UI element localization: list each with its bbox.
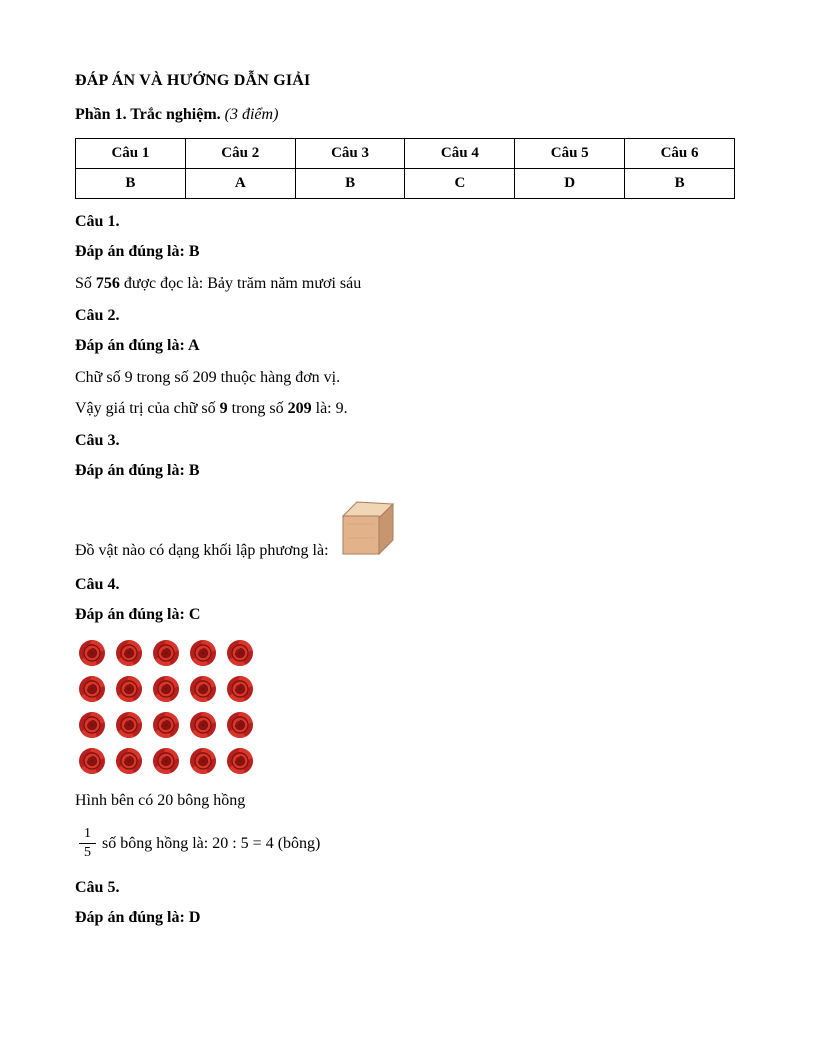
answer-table-answer-cell: C <box>405 169 515 199</box>
rose-icon-wrap <box>114 674 144 704</box>
answer-table-answer-row <box>76 169 735 199</box>
answer-table-answer-cell: A <box>185 169 295 199</box>
rose-icon-wrap <box>151 674 181 704</box>
rose-icon-wrap <box>225 746 255 776</box>
q3-solution-line <box>75 494 736 562</box>
text-segment: Số <box>75 275 96 292</box>
rose-icon <box>151 674 181 704</box>
rose-icon <box>114 710 144 740</box>
rose-icon <box>225 710 255 740</box>
answer-table-header-cell: Câu 4 <box>405 139 515 169</box>
answer-table-header-cell: Câu 6 <box>625 139 735 169</box>
rose-icon-wrap <box>114 710 144 740</box>
rose-icon <box>151 638 181 668</box>
rose-icon-wrap <box>188 674 218 704</box>
answer-table-header-cell: Câu 5 <box>515 139 625 169</box>
q2-solution-line-1: Chữ số 9 trong số 209 thuộc hàng đơn vị. <box>75 369 341 386</box>
text-segment-bold: 9 <box>219 400 228 417</box>
rose-icon <box>77 638 107 668</box>
rose-icon <box>188 710 218 740</box>
answer-table-answer-cell: D <box>515 169 625 199</box>
q1-solution-line <box>75 275 736 293</box>
rose-icon-wrap <box>77 674 107 704</box>
rose-icon <box>77 746 107 776</box>
text-segment-bold: 209 <box>287 400 312 417</box>
rose-icon-wrap <box>188 710 218 740</box>
rose-icon <box>225 638 255 668</box>
cube-icon <box>333 494 399 562</box>
answer-table-answer-cell: B <box>625 169 735 199</box>
rose-icon-wrap <box>151 746 181 776</box>
q2-solution-line-2 <box>75 400 736 418</box>
wooden-cube-image <box>333 494 399 562</box>
text-segment: được đọc là: Bảy trăm năm mươi sáu <box>119 275 362 292</box>
q1-answer: Đáp án đúng là: B <box>75 243 200 260</box>
fraction-denominator: 5 <box>84 845 91 861</box>
fraction-numerator: 1 <box>79 826 96 844</box>
q3-solution-text: Đồ vật nào có dạng khối lập phương là: <box>75 542 329 559</box>
q3-heading: Câu 3. <box>75 432 120 449</box>
section1-points: (3 điểm) <box>220 106 279 123</box>
rose-icon <box>188 674 218 704</box>
answer-table-header-row <box>76 139 735 169</box>
rose-icon <box>77 710 107 740</box>
section1-heading <box>75 106 736 124</box>
rose-icon <box>225 746 255 776</box>
q5-answer: Đáp án đúng là: D <box>75 909 201 927</box>
rose-icon-wrap <box>188 746 218 776</box>
text-segment: là: 9. <box>311 400 348 417</box>
rose-grid-image <box>77 638 255 776</box>
rose-icon <box>188 638 218 668</box>
rose-icon <box>114 674 144 704</box>
rose-icon <box>225 674 255 704</box>
rose-icon-wrap <box>114 746 144 776</box>
q2-heading: Câu 2. <box>75 307 120 324</box>
rose-icon-wrap <box>225 710 255 740</box>
q2-answer: Đáp án đúng là: A <box>75 337 200 354</box>
rose-icon-wrap <box>77 710 107 740</box>
rose-icon-wrap <box>225 674 255 704</box>
rose-icon-wrap <box>151 710 181 740</box>
rose-icon <box>151 710 181 740</box>
fraction-one-fifth <box>79 826 96 861</box>
answer-table <box>75 138 735 199</box>
text-segment: Vậy giá trị của chữ số <box>75 400 220 417</box>
rose-icon <box>114 746 144 776</box>
answer-table-header-cell: Câu 2 <box>185 139 295 169</box>
rose-icon-wrap <box>77 746 107 776</box>
q3-answer: Đáp án đúng là: B <box>75 462 200 479</box>
text-segment: trong số <box>227 400 288 417</box>
rose-icon <box>77 674 107 704</box>
rose-icon-wrap <box>114 638 144 668</box>
rose-icon-wrap <box>188 638 218 668</box>
answer-table-answer-cell: B <box>295 169 405 199</box>
answer-table-header-cell: Câu 1 <box>76 139 186 169</box>
document-title: ĐÁP ÁN VÀ HƯỚNG DẪN GIẢI <box>75 72 311 89</box>
rose-icon-wrap <box>77 638 107 668</box>
rose-icon <box>151 746 181 776</box>
q4-solution-line-2 <box>75 826 736 861</box>
q1-heading: Câu 1. <box>75 213 120 230</box>
answer-table-header-cell: Câu 3 <box>295 139 405 169</box>
q5-heading: Câu 5. <box>75 879 120 897</box>
q4-solution-line-1: Hình bên có 20 bông hồng <box>75 792 246 809</box>
rose-icon-wrap <box>151 638 181 668</box>
q4-heading: Câu 4. <box>75 576 120 593</box>
q4-solution-text: số bông hồng là: 20 : 5 = 4 (bông) <box>102 834 321 852</box>
text-segment-bold: 756 <box>95 275 120 292</box>
q4-answer: Đáp án đúng là: C <box>75 606 201 623</box>
rose-icon <box>114 638 144 668</box>
rose-icon <box>188 746 218 776</box>
rose-icon-wrap <box>225 638 255 668</box>
section1-heading-label: Phần 1. Trắc nghiệm. <box>75 106 221 123</box>
answer-table-answer-cell: B <box>76 169 186 199</box>
